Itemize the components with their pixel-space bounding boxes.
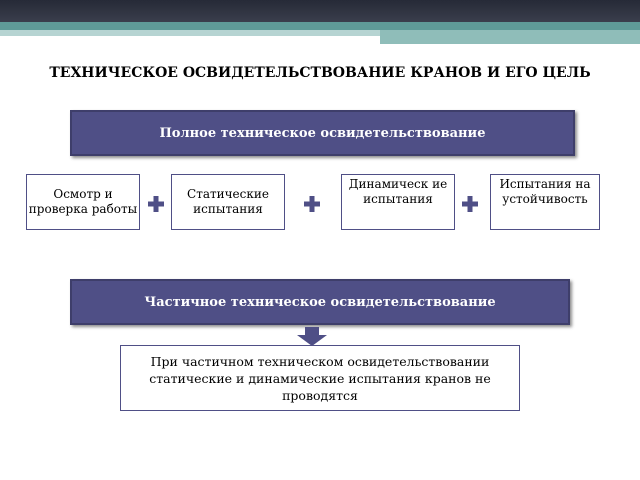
plus-icon	[148, 196, 164, 212]
full-inspection-banner: Полное техническое освидетельствование	[70, 110, 575, 156]
step-label: Динамическ ие испытания	[348, 177, 448, 206]
header-stripe	[0, 22, 640, 30]
header-bar	[0, 0, 640, 22]
down-arrow-icon	[296, 327, 328, 347]
step-label: Статические испытания	[187, 187, 269, 216]
plus-icon	[304, 196, 320, 212]
step-inspection-box	[26, 174, 140, 230]
step-label: Осмотр и проверка работы	[28, 187, 138, 216]
step-dynamic-test-box	[341, 174, 455, 230]
header-stripe-light	[0, 30, 380, 36]
header-stripe-block	[380, 30, 640, 44]
partial-inspection-note	[120, 345, 520, 411]
step-stability-test-box	[490, 174, 600, 230]
plus-icon	[462, 196, 478, 212]
step-static-test-box	[171, 174, 285, 230]
slide-title: ТЕХНИЧЕСКОЕ ОСВИДЕТЕЛЬСТВОВАНИЕ КРАНОВ И ЕГО ЦЕЛЬ	[49, 65, 591, 81]
step-label: Испытания на устойчивость	[499, 177, 591, 206]
note-text: При частичном техническом освидетельствовании статические и динамические испытания кранов не проводятся	[149, 353, 491, 403]
partial-inspection-banner: Частичное техническое освидетельствование	[70, 279, 570, 325]
